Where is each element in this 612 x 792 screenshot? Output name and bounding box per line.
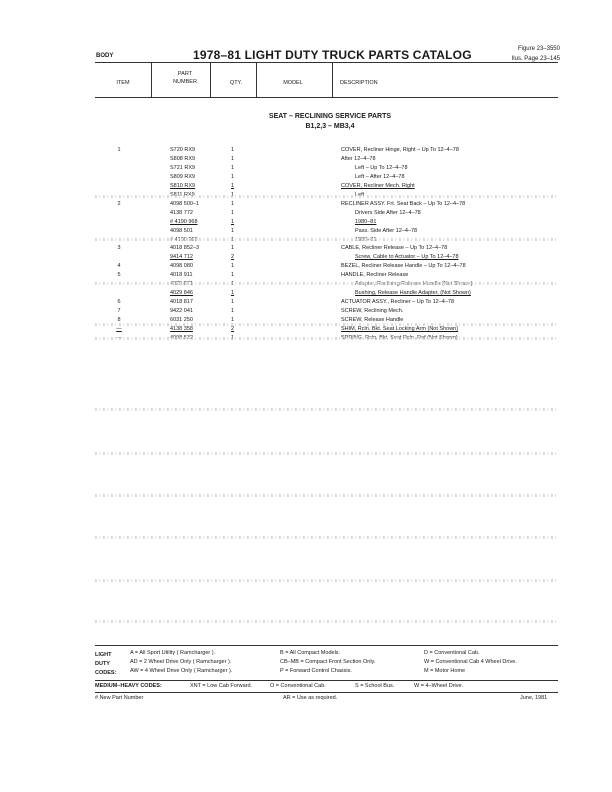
scan-artifact (95, 494, 558, 497)
col-part-line2: NUMBER (173, 79, 197, 85)
qty-cell: 1 (231, 200, 235, 207)
description-cell: COVER, Recliner Mech. Right (341, 182, 415, 189)
legend-col-3 (424, 649, 517, 676)
divider-3 (256, 62, 257, 97)
scan-artifact (95, 195, 558, 198)
section-title (200, 112, 460, 132)
description-cell: Screw, Cable to Actuator – Up To 12–4–78 (355, 254, 459, 261)
legend-mh-label (95, 683, 162, 689)
qty-cell: 2 (231, 254, 235, 261)
item-cell: 2 (117, 200, 121, 207)
scan-artifact (95, 620, 558, 623)
item-cell: 8 (117, 317, 121, 324)
part-number-cell: 4098 080 (170, 263, 193, 270)
item-cell: 5 (117, 272, 121, 279)
description-cell: RECLINER ASSY. Frt. Seat Back – Up To 12–4–78 (341, 200, 466, 207)
description-cell: Left – After 12–4–78 (355, 173, 405, 180)
qty-cell: 1 (231, 218, 235, 225)
item-cell: 1 (117, 147, 121, 153)
legend-w4: W = 4–Wheel Drive. (414, 683, 464, 689)
description-cell: ACTUATOR ASSY., Recliner – Up To 12–4–78 (341, 299, 455, 306)
legend-top-rule (95, 645, 558, 646)
item-cell: 6 (117, 299, 121, 306)
description-cell: Bushing, Release Handle Adapter, (Not Shown) (355, 290, 471, 297)
legend-o: O = Conventional Cab. (270, 683, 326, 689)
part-number-cell: 4098 501 (170, 227, 193, 234)
qty-cell: 1 (231, 155, 235, 162)
section-label: BODY (96, 53, 114, 59)
scan-artifact (95, 536, 558, 539)
legend-s: S = School Bus. (355, 683, 395, 689)
part-number-cell: 4138 772 (170, 209, 193, 216)
legend-col-2 (280, 649, 375, 676)
figure-number: Figure 23–3550 (517, 46, 560, 52)
legend-d: D = Conventional Cab. (424, 650, 480, 656)
legend-aw: AW = 4 Wheel Drive Only ( Ramcharger ). (130, 668, 233, 674)
legend-duty: DUTY (95, 661, 110, 667)
item-cell: 4 (117, 263, 121, 270)
header-bottom-rule (95, 97, 558, 98)
legend-a: A = All Sport Utility ( Ramcharger ). (130, 650, 216, 656)
legend-light-duty-label (95, 651, 116, 678)
description-cell: SHIM, Rcln. Bkt. Seat Locking Arm (Not Shown) (341, 326, 459, 332)
scan-artifact (95, 282, 558, 285)
scan-artifact (95, 408, 558, 411)
legend-mid-rule (95, 680, 558, 681)
part-number-cell: 6031 250 (170, 317, 193, 324)
legend-cbmb: CB–MB = Compact Front Section Only. (280, 659, 376, 665)
part-number-cell: # 4190 968 (170, 218, 198, 225)
scan-artifact (95, 337, 558, 340)
scan-artifact (95, 452, 558, 455)
qty-cell: 2 (231, 326, 235, 332)
legend-xnt: XNT = Low Cab Forward. (190, 683, 253, 689)
item-cell: — (116, 326, 122, 332)
part-number-cell: 9422 041 (170, 308, 193, 315)
description-cell: COVER, Recliner Hinge, Right – Up To 12–4–78 (341, 147, 459, 153)
scan-artifact (95, 579, 558, 582)
legend-date: June, 1981 (520, 695, 548, 701)
part-number-cell: 4098 500–1 (170, 200, 200, 207)
description-cell: BEZEL, Recliner Release Handle – Up To 12–4–78 (341, 263, 466, 270)
part-number-cell: 4029 846 (170, 290, 193, 297)
qty-cell: 1 (231, 227, 235, 234)
part-number-cell: S808 RX9 (170, 155, 196, 162)
part-number-cell: S721 RX9 (170, 164, 196, 171)
qty-cell: 1 (231, 147, 235, 153)
legend-codes: CODES: (95, 670, 117, 676)
figure-reference (512, 44, 560, 64)
description-cell: Pass. Side After 12–4–78 (355, 227, 418, 234)
part-number-cell: 4138 358 (170, 326, 193, 332)
item-cell: 7 (117, 308, 121, 315)
legend-mh-text: MEDIUM–HEAVY CODES: (95, 683, 162, 689)
divider-4 (332, 62, 333, 97)
part-number-cell: 4018 817 (170, 299, 193, 306)
qty-cell: 1 (231, 290, 235, 297)
legend-w: W = Conventional Cab 4 Wheel Drive. (424, 659, 517, 665)
description-cell: Drivers Side After 12–4–78 (355, 209, 421, 216)
qty-cell: 1 (231, 164, 235, 171)
part-number-cell: S810 RX9 (170, 182, 196, 189)
part-number-cell: 4018 911 (170, 272, 193, 279)
legend-col-1 (130, 649, 232, 676)
legend-b: B = All Compact Models. (280, 650, 341, 656)
legend-ad: AD = 2 Wheel Drive Only ( Ramcharger ). (130, 659, 232, 665)
col-qty: QTY. (229, 80, 243, 86)
divider-2 (210, 62, 211, 97)
description-cell: After 12–4–78 (341, 155, 376, 162)
legend-ar: AR = Use as required. (283, 695, 338, 701)
divider-1 (151, 62, 152, 97)
header-top-rule (95, 62, 558, 63)
legend-new-part: # New Part Number (95, 695, 144, 701)
col-part-line1: PART (177, 71, 193, 77)
part-number-cell: 4018 852–3 (170, 245, 200, 252)
description-cell: 1980–81 (355, 218, 377, 225)
scan-artifact (95, 238, 558, 241)
col-item: ITEM (116, 80, 130, 86)
page-title: 1978–81 LIGHT DUTY TRUCK PARTS CATALOG (193, 48, 472, 62)
legend-bottom-rule (95, 692, 558, 693)
part-number-cell: S809 RX9 (170, 173, 196, 180)
qty-cell: 1 (231, 182, 235, 189)
description-cell: Left – Up To 12–4–78 (355, 164, 408, 171)
legend-light: LIGHT (95, 652, 112, 658)
qty-cell: 1 (231, 263, 235, 270)
part-number-cell: S720 RX9 (170, 147, 196, 153)
qty-cell: 1 (231, 317, 235, 324)
description-cell: HANDLE, Recliner Release (341, 272, 409, 279)
col-description: DESCRIPTION (340, 80, 378, 86)
qty-cell: 1 (231, 272, 235, 279)
legend-m: M = Motor Home (424, 668, 466, 674)
section-title-line1: SEAT – RECLINING SERVICE PARTS (268, 113, 392, 120)
qty-cell: 1 (231, 245, 235, 252)
qty-cell: 1 (231, 209, 235, 216)
description-cell: SCREW, Release Handle (341, 317, 404, 324)
description-cell: CABLE, Recliner Release – Up To 12–4–78 (341, 245, 448, 252)
scan-artifact (95, 323, 558, 326)
qty-cell: 1 (231, 308, 235, 315)
illustration-page: Ilus. Page 23–145 (511, 56, 560, 62)
section-title-line2: B1,2,3 – MB3,4 (305, 123, 355, 130)
qty-cell: 1 (231, 299, 235, 306)
legend-p: P = Forward Control Chassis. (280, 668, 352, 674)
qty-cell: 1 (231, 173, 235, 180)
description-cell: SCREW, Reclining Mech. (341, 308, 404, 315)
item-cell: 3 (117, 245, 121, 252)
col-model: MODEL (283, 80, 303, 86)
part-number-cell: 9414 712 (170, 254, 193, 261)
col-part-number (160, 70, 210, 86)
